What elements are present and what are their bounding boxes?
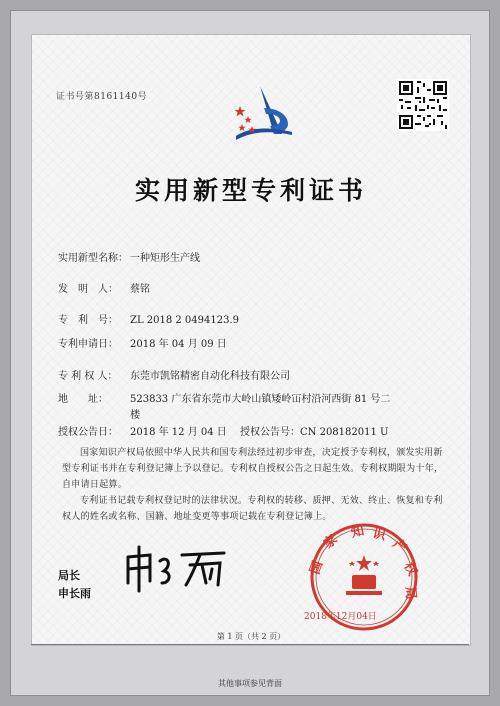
- body-paragraph-2: 专利证书记载专利权登记时的法律状况。专利权的转移、质押、无效、终止、恢复和专利权人的姓名或名称、国籍、地址变更等事项记载在专利登记簿上。: [62, 496, 443, 522]
- field-value: 东莞市凯铭精密自动化科技有限公司: [130, 371, 290, 382]
- field-value: 2018 年 12 月 04 日: [130, 427, 227, 438]
- field-label: 专 利 权 人：: [58, 371, 118, 382]
- certificate-paper: [31, 34, 471, 646]
- page-number: 第 1 页（共 2 页）: [216, 632, 286, 641]
- svg-text:家: 家: [320, 532, 341, 553]
- field-value: ZL 2018 2 0494123.9: [130, 315, 240, 326]
- signature-name: 申长雨: [58, 587, 91, 600]
- field-value: 2018 年 04 月 09 日: [130, 339, 227, 350]
- utility-model-name-row: [58, 249, 200, 264]
- svg-text:局: 局: [402, 586, 419, 601]
- patentee-row: [58, 367, 290, 382]
- svg-text:知: 知: [349, 523, 366, 541]
- address-line-2: 楼: [130, 410, 140, 421]
- field-label: 专 利 号：: [58, 315, 118, 326]
- field-label: 授权公告日：: [58, 427, 118, 438]
- footer-divider: [31, 644, 469, 645]
- certificate-title: 实用新型专利证书: [134, 176, 367, 205]
- grant-row: [58, 423, 388, 438]
- address-row: [58, 390, 391, 421]
- qr-code-icon: [397, 79, 449, 131]
- inventor-row: [58, 280, 150, 295]
- field-label: 实用新型名称：: [58, 253, 128, 264]
- patent-office-logo-icon: [230, 78, 294, 154]
- footer-note: 其他事项参见背面: [218, 679, 282, 688]
- field-label: 授权公告号：: [240, 427, 300, 438]
- handwritten-signature-icon: [120, 543, 240, 593]
- patent-number-row: [58, 311, 239, 326]
- svg-text:识: 识: [371, 526, 388, 544]
- svg-text:权: 权: [400, 559, 420, 579]
- field-label: 专利申请日：: [58, 339, 118, 350]
- address-line-1: 523833 广东省东莞市大岭山镇矮岭冚村沿河西街 81 号二: [130, 394, 391, 405]
- field-label: 发 明 人：: [58, 284, 118, 295]
- svg-text:国: 国: [307, 559, 327, 577]
- seal-date: 2018年12月04日: [304, 612, 377, 622]
- certificate-number: 证书号第8161140号: [56, 92, 148, 102]
- field-value: 一种矩形生产线: [130, 253, 200, 264]
- field-label: 地 址：: [58, 394, 108, 405]
- field-value: 蔡铭: [130, 284, 150, 295]
- body-paragraph-1: 国家知识产权局依照中华人民共和国专利法经过初步审查，决定授予专利权，颁发实用新型专利证书并在专利登记簿上予以登记。专利权自授权公告之日起生效。专利权期限为十年，自申请日起算。: [62, 448, 444, 490]
- field-value: CN 208182011 U: [300, 427, 389, 438]
- filing-date-row: [58, 335, 227, 350]
- svg-text:产: 产: [389, 536, 410, 557]
- signature-title: 局长: [58, 569, 80, 582]
